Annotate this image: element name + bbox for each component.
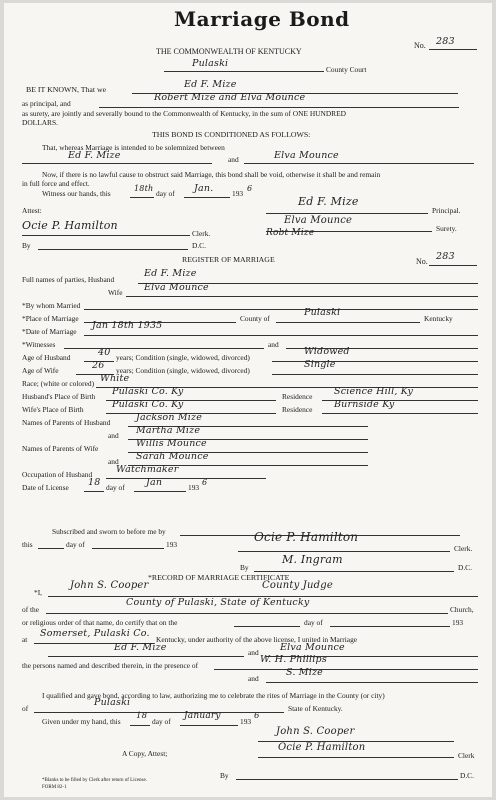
age-wife-label: Age of Wife — [22, 366, 59, 375]
place-label: *Place of Marriage — [22, 314, 79, 323]
given-year-prefix: 193 — [240, 717, 252, 726]
wife-birth-label: Wife's Place of Birth — [22, 405, 84, 414]
religious-text: or religious order of that name, do certify that on the — [22, 618, 178, 627]
kentucky-label: Kentucky — [424, 314, 453, 323]
age-wife: 26 — [92, 360, 105, 371]
county-of-label: County of — [240, 314, 270, 323]
register-county: Pulaski — [304, 307, 341, 318]
dollars-text: DOLLARS. — [22, 118, 58, 127]
register-no-value: 283 — [436, 251, 455, 262]
certificate-clerk-signature: Ocie P. Hamilton — [278, 742, 366, 753]
register-heading: REGISTER OF MARRIAGE — [182, 255, 275, 264]
wife-parents-and: and — [108, 457, 119, 466]
husband-parent-2: Martha Mize — [136, 425, 201, 436]
wife-condition: Single — [304, 359, 336, 370]
certificate-and: and — [248, 648, 259, 657]
religious-day-of: day of — [304, 618, 323, 627]
husband-condition-options: years; Condition (single, widowed, divorced) — [116, 353, 250, 362]
that-whereas-text: That, whereas Marriage is intended to be solemnized between — [42, 143, 225, 152]
given-day-of: day of — [152, 717, 171, 726]
husband-parents-and: and — [108, 431, 119, 440]
form-number: FORM 82-1 — [42, 785, 67, 790]
surety-signature-2: Robt Mize — [266, 228, 315, 238]
officiant-title: County Judge — [262, 580, 333, 591]
certificate-groom: Ed F. Mize — [114, 642, 167, 653]
witnesses-label: *Witnesses — [22, 340, 56, 349]
license-year: 6 — [202, 478, 208, 487]
bond-number-value: 283 — [436, 36, 455, 47]
witnesses-and-label: and — [248, 674, 259, 683]
attest-label: Attest: — [22, 206, 42, 215]
occupation: Watchmaker — [116, 464, 179, 475]
witness-1: W. H. Phillips — [260, 654, 327, 665]
certificate-state: State of Kentucky. — [288, 704, 343, 713]
principal-name: Ed F. Mize — [184, 79, 237, 90]
certificate-bride: Elva Mounce — [280, 642, 345, 653]
race-label: Race; (white or colored) — [22, 379, 95, 388]
witness-year-prefix: 193 — [232, 189, 244, 198]
given-prefix: Given under my hand, this — [42, 717, 121, 726]
copy-attest: A Copy, Attest; — [122, 749, 168, 758]
certificate-clerk-label: Clerk — [458, 751, 475, 760]
principal-signature: Ed F. Mize — [298, 195, 359, 208]
given-day: 18 — [136, 711, 148, 721]
wife-residence-label: Residence — [282, 405, 313, 414]
given-month: January — [184, 711, 221, 721]
parents-husband-label: Names of Parents of Husband — [22, 418, 111, 427]
witness-day: 18th — [134, 184, 154, 193]
officiant-name: John S. Cooper — [70, 580, 149, 591]
certificate-by: By — [220, 771, 229, 780]
subscribed-this: this — [22, 540, 33, 549]
register-no-label: No. — [416, 257, 428, 266]
occupation-label: Occupation of Husband — [22, 470, 93, 479]
bond-by-label: By — [22, 241, 31, 250]
register-wife: Elva Mounce — [144, 282, 209, 293]
church-value: County of Pulaski, State of Kentucky — [126, 597, 310, 608]
subscribed-by-label: By — [240, 563, 249, 572]
officiant-signature: John S. Cooper — [276, 726, 355, 737]
now-if-text-2: in full force and effect. — [22, 179, 90, 188]
marriage-date: Jan 18th 1935 — [92, 320, 163, 331]
husband-birth-label: Husband's Place of Birth — [22, 392, 96, 401]
subscribed-clerk-label: Clerk. — [454, 544, 473, 553]
kentucky-authority: Kentucky, under authority of the above license, I united in Marriage — [156, 635, 358, 644]
certificate-of: of — [22, 704, 29, 713]
presence-text: the persons named and described therein, in the presence of — [22, 661, 199, 670]
wife-label: Wife — [108, 288, 123, 297]
county-court-value: Pulaski — [192, 58, 229, 69]
condition-heading: THIS BOND IS CONDITIONED AS FOLLOWS: — [152, 130, 311, 139]
certificate-place: Somerset, Pulaski Co. — [40, 628, 150, 639]
husband-parent-1: Jackson Mize — [136, 412, 203, 423]
principal-label: as principal, and — [22, 99, 71, 108]
certificate-i-label: *I, — [34, 588, 43, 597]
religious-year: 193 — [452, 618, 464, 627]
license-month: Jan — [146, 477, 163, 488]
certificate-county: Pulaski — [94, 697, 131, 708]
bond-dc-label: D.C. — [192, 241, 206, 250]
bond-groom: Ed F. Mize — [68, 150, 121, 161]
witness-month: Jan. — [194, 183, 214, 194]
race-value: White — [100, 373, 130, 384]
certificate-dc: D.C. — [460, 771, 474, 780]
certificate-at: at — [22, 635, 28, 644]
county-court-label: County Court — [326, 65, 367, 74]
husband-condition: Widowed — [304, 346, 350, 357]
parents-wife-label: Names of Parents of Wife — [22, 444, 99, 453]
certificate-of-the: of the — [22, 605, 40, 614]
surety-text: as surety, are jointly and severally bound to the Commonwealth of Kentucky, in the sum of ONE HUNDRED — [22, 109, 346, 118]
witness-day-of: day of — [156, 189, 175, 198]
given-year: 6 — [254, 711, 260, 721]
bond-clerk-signature: Ocie P. Hamilton — [22, 219, 118, 232]
subscribed-day-of: day of — [66, 540, 85, 549]
age-husband: 40 — [98, 347, 111, 358]
witnesses-and: and — [268, 340, 279, 349]
bond-clerk-label: Clerk. — [192, 229, 211, 238]
marriage-bond-document — [4, 3, 492, 797]
document-title: Marriage Bond — [174, 7, 350, 31]
now-if-text-1: Now, if there is no lawful cause to obstruct said Marriage, this bond shall be void, otherwise it shall be and remain — [42, 170, 381, 179]
footer-note: *Blanks to be filled by Clerk after return of License. — [42, 778, 147, 783]
date-label: *Date of Marriage — [22, 327, 77, 336]
witness-year: 6 — [247, 184, 253, 193]
wife-parent-2: Sarah Mounce — [136, 451, 209, 462]
bond-number-label: No. — [414, 41, 426, 50]
bond-bride: Elva Mounce — [274, 150, 339, 161]
subscribed-year: 193 — [166, 540, 178, 549]
husband-residence: Science Hill, Ky — [334, 386, 414, 397]
known-prefix: BE IT KNOWN, That we — [26, 85, 107, 94]
by-whom-label: *By whom Married — [22, 301, 81, 310]
witness-prefix: Witness our hands, this — [42, 189, 111, 198]
license-day-of: day of — [106, 483, 125, 492]
wife-parent-1: Willis Mounce — [136, 438, 207, 449]
subscribed-clerk-signature: Ocie P. Hamilton — [254, 530, 359, 544]
subscribed-dc-signature: M. Ingram — [282, 553, 343, 566]
certificate-heading: *RECORD OF MARRIAGE CERTIFICATE — [148, 573, 290, 582]
husband-birth: Pulaski Co. Ky — [112, 386, 184, 397]
license-day: 18 — [88, 477, 101, 488]
age-husband-label: Age of Husband — [22, 353, 71, 362]
subscribed-text: Subscribed and sworn to before me by — [52, 527, 166, 536]
wife-birth: Pulaski Co. Ky — [112, 399, 184, 410]
register-husband: Ed F. Mize — [144, 268, 197, 279]
subscribed-dc-label: D.C. — [458, 563, 472, 572]
bond-and: and — [228, 155, 239, 164]
qualified-text: I qualified and gave bond, according to law, authorizing me to celebrate the rites of Marriage in the County (or city) — [42, 691, 385, 700]
full-names-label: Full names of parties, Husband — [22, 275, 115, 284]
husband-residence-label: Residence — [282, 392, 313, 401]
church-label: Church, — [450, 605, 474, 614]
surety-sig-label: Surety. — [436, 224, 457, 233]
surety-names: Robert Mize and Elva Mounce — [154, 92, 306, 103]
principal-sig-label: Principal. — [432, 206, 461, 215]
witness-2: S. Mize — [286, 667, 324, 678]
surety-signature-1: Elva Mounce — [284, 215, 353, 226]
wife-residence: Burnside Ky — [334, 399, 395, 410]
commonwealth-heading: THE COMMONWEALTH OF KENTUCKY — [156, 47, 302, 56]
wife-condition-options: years; Condition (single, widowed, divorced) — [116, 366, 250, 375]
license-year-prefix: 193 — [188, 483, 200, 492]
license-date-label: Date of License — [22, 483, 69, 492]
